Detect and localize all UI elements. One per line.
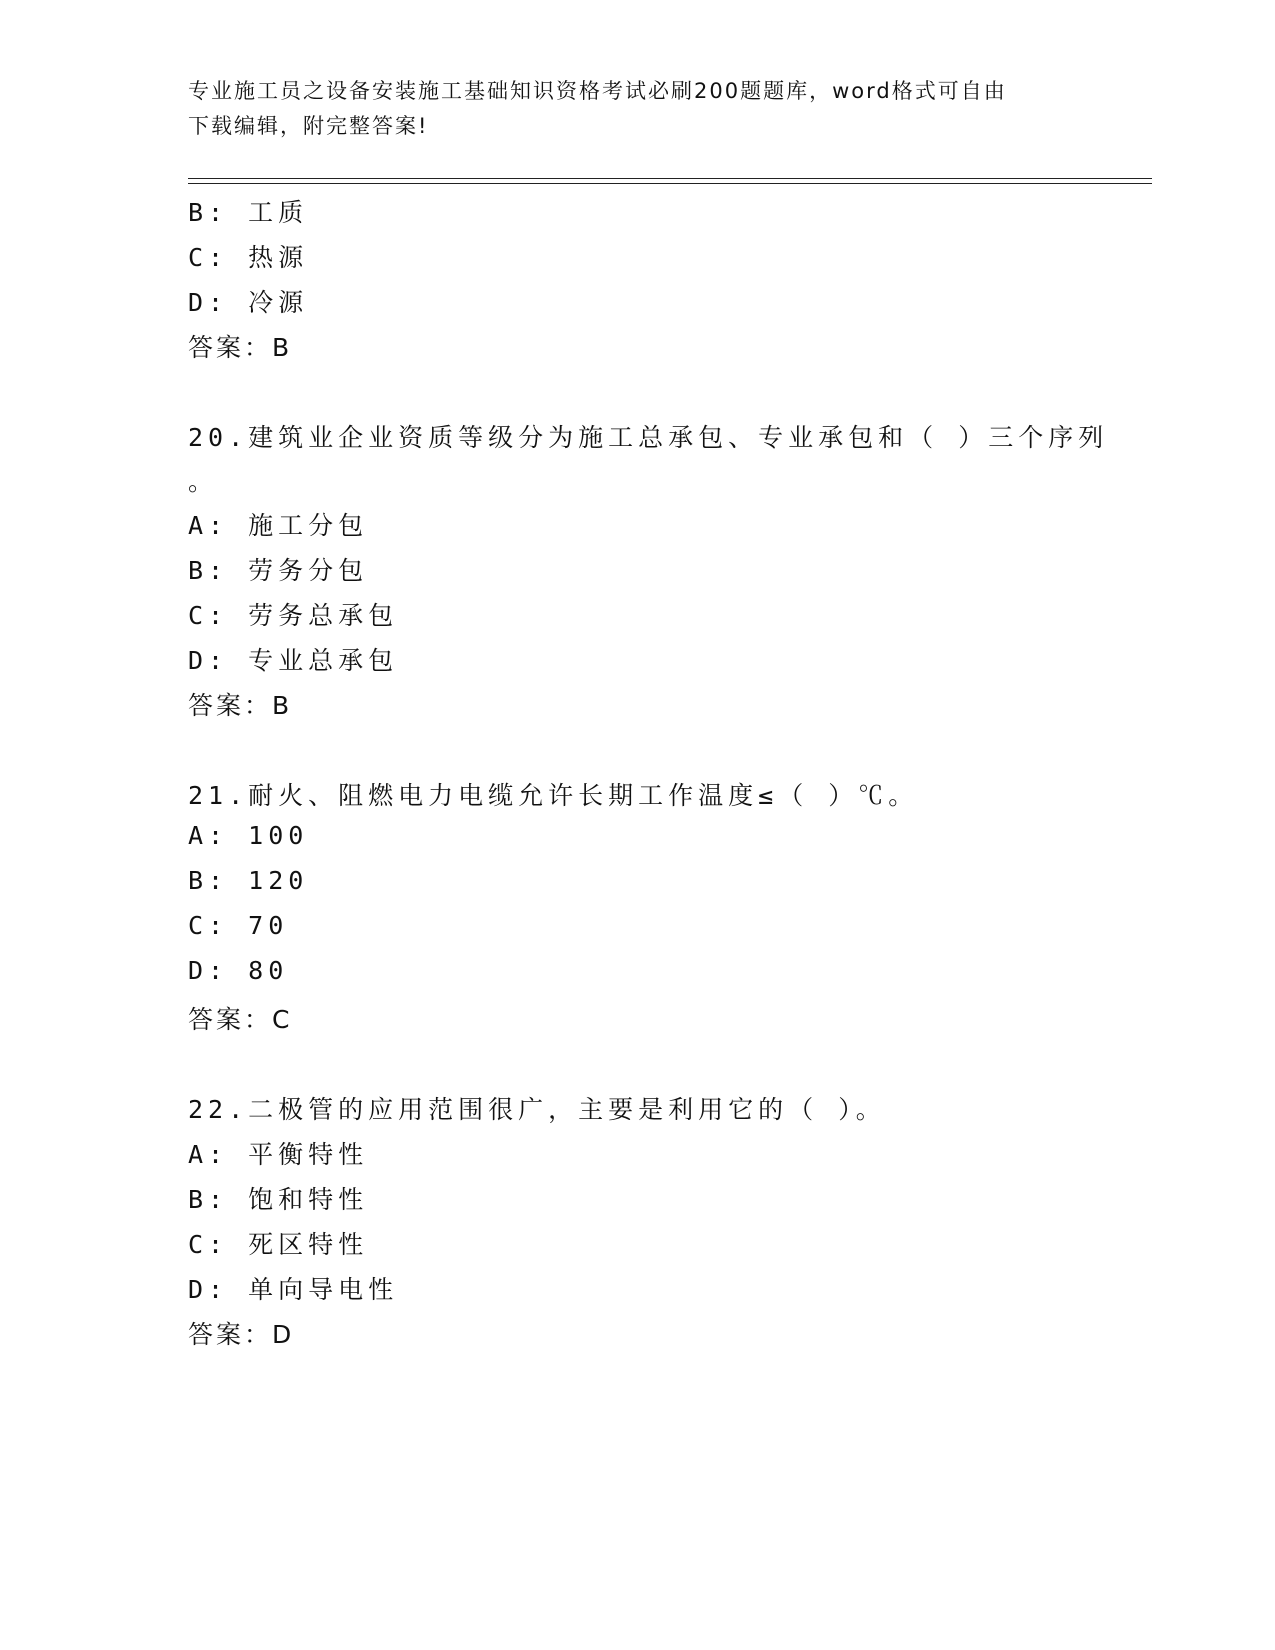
- question-20-option-d: D: 专业总承包: [188, 646, 399, 675]
- question-21-option-c: C: 70: [188, 911, 289, 940]
- question-22-option-d: D: 单向导电性: [188, 1275, 399, 1304]
- question-21-option-b: B: 120: [188, 866, 309, 895]
- header-divider-bottom: [188, 183, 1152, 184]
- question-20-stem-cont: 。: [188, 467, 219, 496]
- document-header: [188, 74, 1088, 144]
- question-20-stem: 20.建筑业企业资质等级分为施工总承包、专业承包和（ ）三个序列: [188, 423, 1109, 452]
- question-22-answer: 答案：D: [188, 1320, 295, 1349]
- question-20-option-b: B: 劳务分包: [188, 556, 369, 585]
- question-20-answer: 答案：B: [188, 691, 293, 720]
- prev-option-d: D: 冷源: [188, 288, 309, 317]
- question-22-option-b: B: 饱和特性: [188, 1185, 369, 1214]
- question-22-option-c: C: 死区特性: [188, 1230, 369, 1259]
- question-21-answer: 答案：C: [188, 1005, 293, 1034]
- question-21-option-a: A: 100: [188, 821, 309, 850]
- question-22-stem: 22.二极管的应用范围很广，主要是利用它的（ ）。: [188, 1095, 886, 1124]
- prev-answer: 答案：B: [188, 333, 293, 362]
- header-line-2: 下载编辑，附完整答案!: [188, 114, 429, 138]
- question-20-option-c: C: 劳务总承包: [188, 601, 399, 630]
- header-divider-top: [188, 178, 1152, 179]
- header-line-1: 专业施工员之设备安装施工基础知识资格考试必刷200题题库，word格式可自由: [188, 79, 1007, 103]
- prev-option-c: C: 热源: [188, 243, 309, 272]
- question-21-option-d: D: 80: [188, 956, 289, 985]
- question-20-option-a: A: 施工分包: [188, 511, 369, 540]
- question-22-option-a: A: 平衡特性: [188, 1140, 369, 1169]
- question-21-stem: 21.耐火、阻燃电力电缆允许长期工作温度≤（ ）℃。: [188, 781, 919, 810]
- prev-option-b: B: 工质: [188, 198, 309, 227]
